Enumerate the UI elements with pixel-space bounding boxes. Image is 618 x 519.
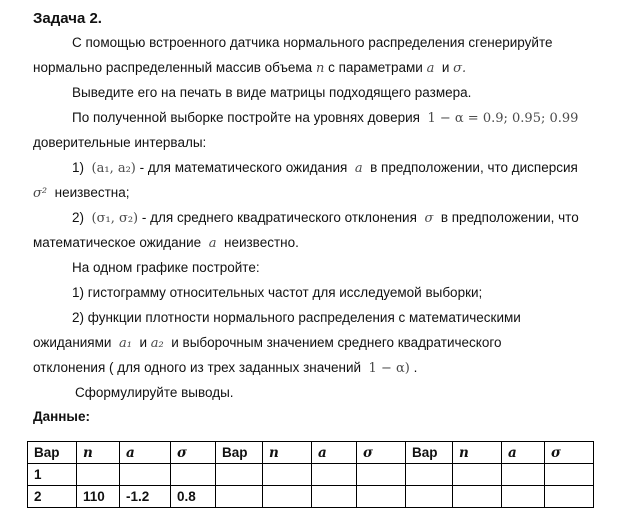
paragraph-generate-1: С помощью встроенного датчика нормального распределения сгенерируйте [72, 35, 553, 50]
paragraph-conclusions: Сформулируйте выводы. [75, 385, 234, 400]
plot-item-density-3: отклонения ( для одного из трех заданных значений 1 − α) . [33, 360, 418, 376]
formula-a1-a2: (a₁, a₂) [91, 161, 136, 176]
var-sigma: σ. [453, 61, 467, 76]
paragraph-intervals-2: доверительные интервалы: [33, 135, 207, 150]
task-title: Задача 2. [33, 10, 102, 27]
table-row: 1 [28, 464, 594, 486]
table-header-row: Вар n a σ Вар n a σ Вар n a σ [28, 442, 594, 464]
plot-item-density-2: ожиданиями a₁ и a₂ и выборочным значением среднего квадратического [33, 335, 502, 351]
variants-table [27, 441, 594, 508]
item-interval-mean: 1) (a₁, a₂) - для математического ожидания a в предположении, что дисперсия [72, 160, 578, 176]
paragraph-print: Выведите его на печать в виде матрицы подходящего размера. [72, 85, 472, 100]
item-interval-mean-cont: σ² неизвестна; [33, 185, 130, 201]
item-interval-sd: 2) (σ₁, σ₂) - для среднего квадратического отклонения σ в предположении, что [72, 210, 579, 226]
var-n: n [315, 61, 325, 76]
formula-s1-s2: (σ₁, σ₂) [91, 211, 139, 226]
plot-item-density-1: 2) функции плотности нормального распределения с математическими [72, 310, 521, 325]
paragraph-plot: На одном графике постройте: [72, 260, 260, 275]
plot-item-histogram: 1) гистограмму относительных частот для исследуемой выборки; [72, 285, 483, 300]
paragraph-generate-2: нормально распределенный массив объема n с параметрами a и σ. [33, 60, 467, 76]
table-row: 2 110 -1.2 0.8 [28, 486, 594, 508]
var-a: a [426, 61, 435, 76]
data-label: Данные: [33, 409, 90, 424]
item-interval-sd-cont: математическое ожидание a неизвестно. [33, 235, 299, 251]
confidence-levels: 1 − α = 0.9; 0.95; 0.99 [427, 111, 579, 126]
paragraph-intervals-1: По полученной выборке постройте на уровнях доверия 1 − α = 0.9; 0.95; 0.99 [72, 110, 579, 126]
var-sigma-squared: σ² [33, 186, 48, 201]
